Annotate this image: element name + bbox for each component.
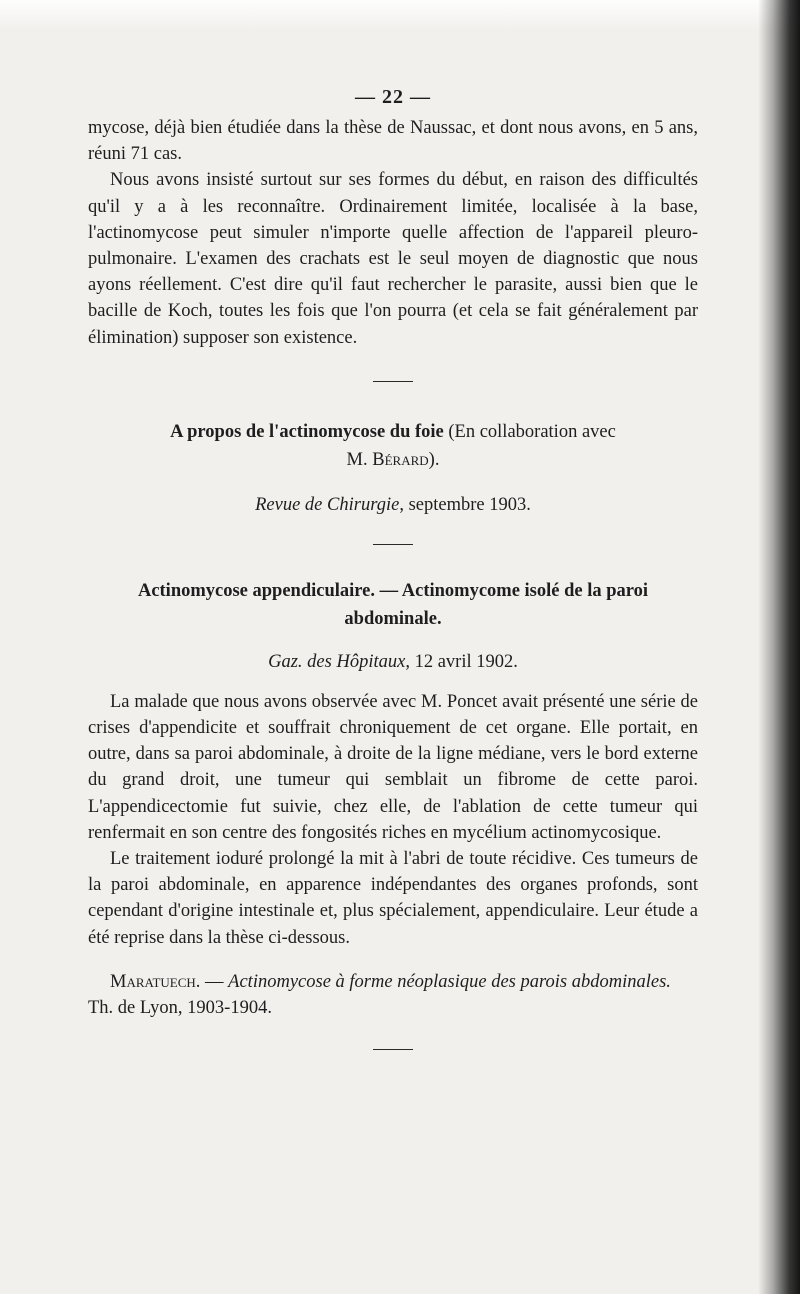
section1-title-bold: A propos de l'actinomycose du foie [170, 421, 444, 442]
section1-collab-suffix: ). [428, 449, 440, 470]
biblio-dash: — [200, 971, 229, 992]
section1-source-journal: Revue de Chirurgie [255, 494, 400, 515]
section-divider [373, 1049, 413, 1050]
page-top-shade [0, 0, 800, 30]
section2-title-line1: Actinomycose appendiculaire. — Actinomycome isolé de la paroi [137, 580, 649, 601]
biblio-rest: Th. de Lyon, 1903-1904. [88, 997, 272, 1018]
book-spine-shadow [758, 0, 800, 1294]
section2-paragraph-2: Le traitement ioduré prolongé la mit à l'abri de toute récidive. Ces tumeurs de la paroi abdominale, en apparence indépendantes des organes profonds, sont cependant d'origine intestinale et, plus spécialement, appendiculaire. Leur étude a été reprise dans la thèse ci-dessous. [88, 849, 698, 948]
section-divider [373, 381, 413, 382]
section-divider [373, 544, 413, 545]
section1-source-date: , septembre 1903. [399, 494, 531, 515]
section1-source [88, 492, 698, 518]
intro-paragraph-continued: mycose, déjà bien étudiée dans la thèse de Naussac, et dont nous avons, en 5 ans, réuni 71 cas. [88, 118, 698, 165]
section2-title-line2: abdominale. [344, 608, 442, 629]
section2-paragraph-1: La malade que nous avons observée avec M. Poncet avait présenté une série de crises d'appendicite et souffrait chroniquement de cet organe. Elle portait, en outre, dans sa paroi abdominale, à droite de la ligne médiane, vers le bord externe du grand droit, une tumeur qui semblait un fibrome de cette paroi. L'appendicectomie fut suivie, chez elle, de l'ablation de cette tumeur qui renfermait en son centre des fongosités riches en mycélium actinomycosique. [88, 691, 698, 843]
section2-source-date: , 12 avril 1902. [405, 651, 518, 672]
section2-bibliography [88, 969, 698, 1021]
section1-title [88, 418, 698, 446]
section1-title-rest: (En collaboration avec [443, 421, 616, 442]
section1-collab-name: Bérard [372, 449, 429, 470]
biblio-author: Maratuech. [110, 971, 201, 992]
section2-title [88, 577, 698, 633]
page-number: — 22 — [355, 86, 431, 108]
section2-source-journal: Gaz. des Hôpitaux [268, 651, 406, 672]
page-content [88, 86, 698, 1050]
section2-source [88, 649, 698, 675]
section1-collaborator [88, 446, 698, 474]
biblio-title: Actinomycose à forme néoplasique des parois abdominales. [228, 971, 671, 992]
intro-paragraph-2: Nous avons insisté surtout sur ses formes du début, en raison des difficultés qu'il y a à les reconnaître. Ordinairement limitée, localisée à la base, l'actinomycose peut simuler n'importe quelle affection de l'appareil pleuro-pulmonaire. L'examen des crachats est le seul moyen de diagnostic que nous ayons réellement. C'est dire qu'il faut rechercher le parasite, aussi bien que le bacille de Koch, toutes les fois que l'on pourra (et cela se fait généralement par élimination) supposer son existence. [88, 170, 698, 348]
section1-collab-prefix: M. [346, 449, 373, 470]
